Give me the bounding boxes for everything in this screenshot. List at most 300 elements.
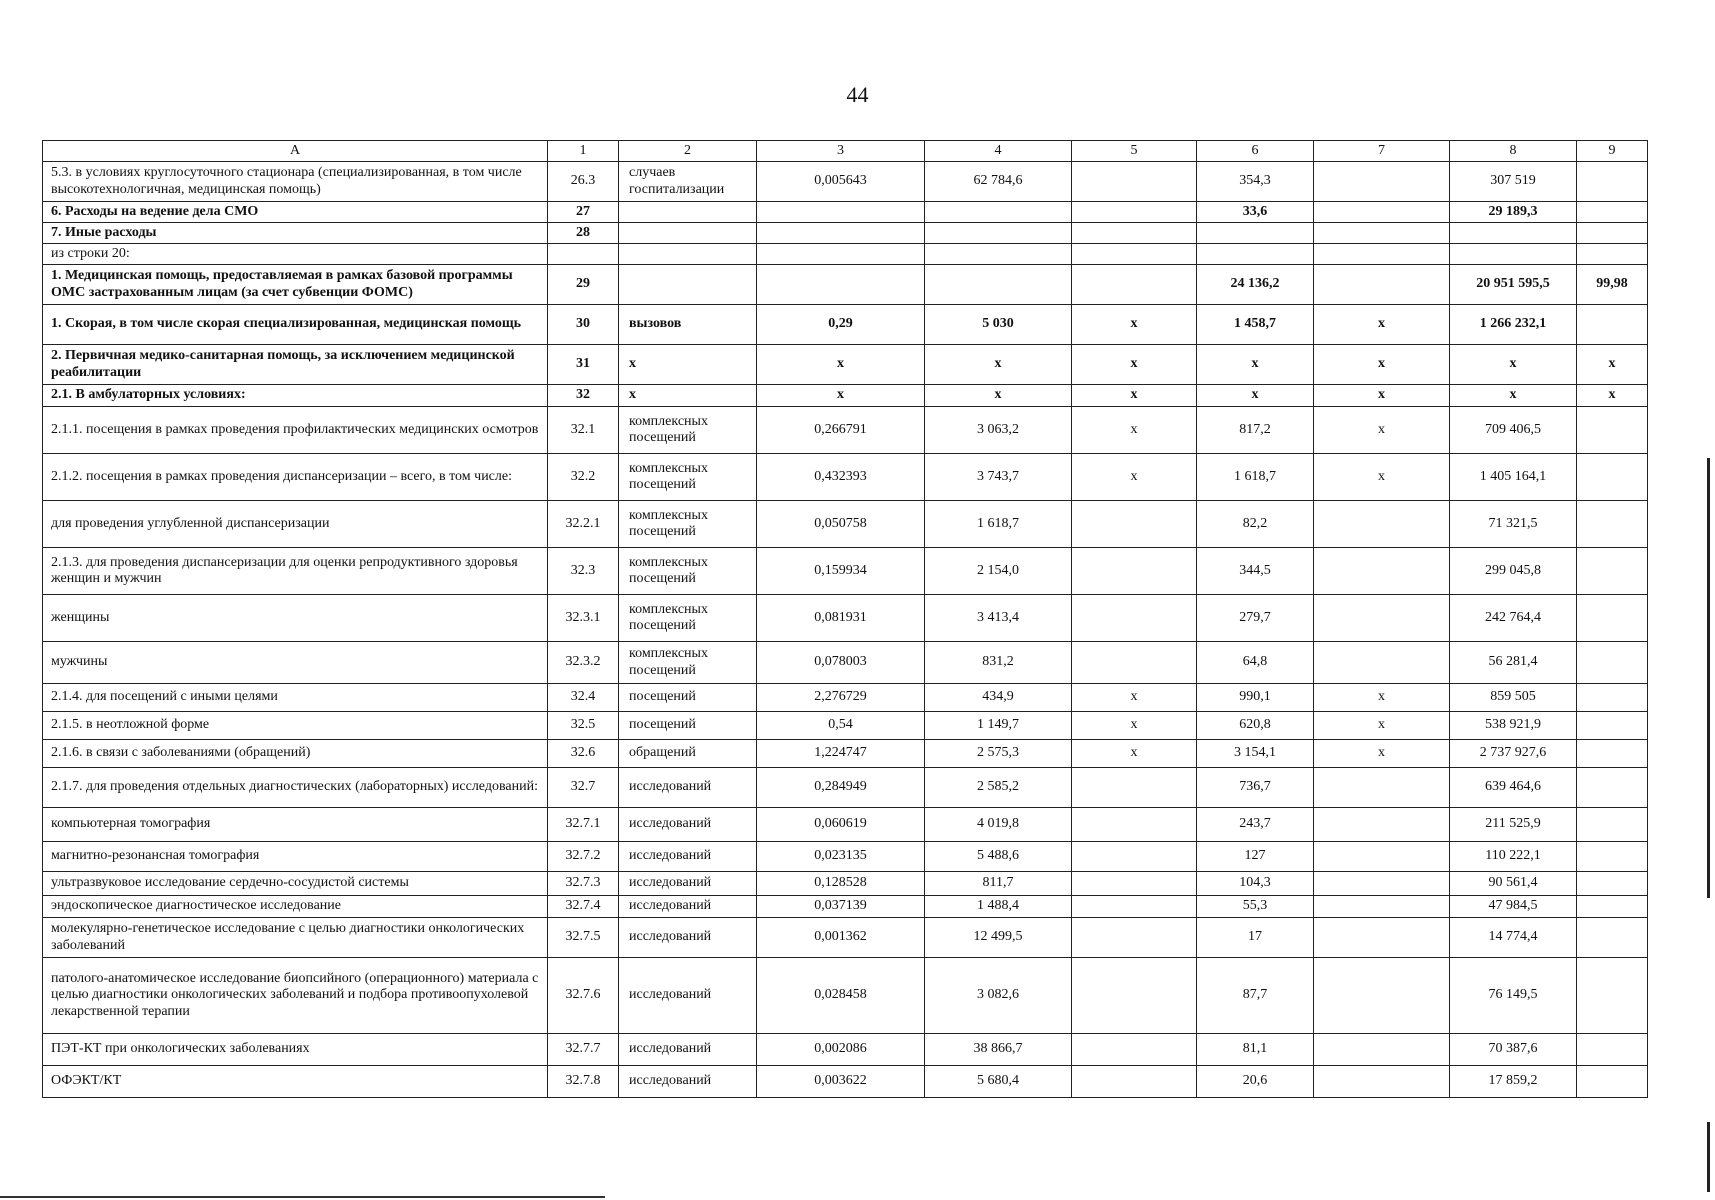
column-header-7: 7 [1314, 141, 1450, 162]
table-cell: х [1577, 385, 1648, 407]
column-header-8: 8 [1450, 141, 1577, 162]
table-cell: 3 154,1 [1197, 740, 1314, 768]
table-cell: ультразвуковое исследование сердечно-сосудистой системы [43, 872, 548, 896]
table-cell: х [1577, 345, 1648, 385]
table-cell: 1 618,7 [925, 501, 1072, 548]
table-cell [1577, 842, 1648, 872]
table-cell [1314, 872, 1450, 896]
table-row [43, 407, 1648, 454]
table-cell: 1 618,7 [1197, 454, 1314, 501]
table-cell: х [1072, 305, 1197, 345]
table-cell: 55,3 [1197, 896, 1314, 918]
table-cell [1577, 454, 1648, 501]
table-cell: 29 189,3 [1450, 202, 1577, 223]
table-cell [925, 265, 1072, 305]
table-cell: 70 387,6 [1450, 1034, 1577, 1066]
table-cell: 1 488,4 [925, 896, 1072, 918]
table-cell: 4 019,8 [925, 808, 1072, 842]
table-cell: 32.7 [548, 768, 619, 808]
table-cell: ОФЭКТ/КТ [43, 1066, 548, 1098]
table-cell [757, 202, 925, 223]
table-cell [1072, 768, 1197, 808]
table-cell: 0,001362 [757, 918, 925, 958]
table-cell: 1 266 232,1 [1450, 305, 1577, 345]
table-cell: 7. Иные расходы [43, 223, 548, 244]
table-cell: 1. Медицинская помощь, предоставляемая в рамках базовой программы ОМС застрахованным лицам (за счет субвенции ФОМС) [43, 265, 548, 305]
table-cell: 81,1 [1197, 1034, 1314, 1066]
table-cell: 0,266791 [757, 407, 925, 454]
column-header-3: 3 [757, 141, 925, 162]
table-cell [1577, 407, 1648, 454]
table-cell: х [1314, 454, 1450, 501]
table-cell: 299 045,8 [1450, 548, 1577, 595]
table-cell: 3 743,7 [925, 454, 1072, 501]
table-row [43, 642, 1648, 684]
table-row [43, 842, 1648, 872]
table-cell [1314, 501, 1450, 548]
table-cell: 0,432393 [757, 454, 925, 501]
table-cell: 110 222,1 [1450, 842, 1577, 872]
table-cell [757, 244, 925, 265]
table-cell: исследований [619, 872, 757, 896]
table-cell [1577, 162, 1648, 202]
table-cell: 17 859,2 [1450, 1066, 1577, 1098]
table-cell: комплексных посещений [619, 407, 757, 454]
table-cell [1314, 265, 1450, 305]
table-cell: исследований [619, 842, 757, 872]
table-cell [1577, 1066, 1648, 1098]
table-cell: 32.6 [548, 740, 619, 768]
table-cell: 82,2 [1197, 501, 1314, 548]
table-cell: 31 [548, 345, 619, 385]
table-cell: 5 488,6 [925, 842, 1072, 872]
table-cell: х [1072, 684, 1197, 712]
table-cell: 32.4 [548, 684, 619, 712]
table-cell: х [757, 385, 925, 407]
table-cell: 56 281,4 [1450, 642, 1577, 684]
table-cell: 32.7.4 [548, 896, 619, 918]
table-cell: х [1197, 345, 1314, 385]
table-cell: 87,7 [1197, 958, 1314, 1034]
table-cell: 344,5 [1197, 548, 1314, 595]
table-cell: 32.7.8 [548, 1066, 619, 1098]
table-row [43, 684, 1648, 712]
table-cell: 0,003622 [757, 1066, 925, 1098]
table-cell: 0,028458 [757, 958, 925, 1034]
table-cell: исследований [619, 918, 757, 958]
table-cell: 99,98 [1577, 265, 1648, 305]
table-cell: 0,037139 [757, 896, 925, 918]
table-cell: 29 [548, 265, 619, 305]
table-cell: 2.1.4. для посещений с иными целями [43, 684, 548, 712]
table-cell [1314, 162, 1450, 202]
table-cell: 0,29 [757, 305, 925, 345]
table-cell: 354,3 [1197, 162, 1314, 202]
table-cell: 242 764,4 [1450, 595, 1577, 642]
table-cell: 1 405 164,1 [1450, 454, 1577, 501]
table-cell: 0,078003 [757, 642, 925, 684]
table-cell: вызовов [619, 305, 757, 345]
table-row [43, 162, 1648, 202]
table-cell: 2 154,0 [925, 548, 1072, 595]
table-cell: 27 [548, 202, 619, 223]
table-cell: 0,050758 [757, 501, 925, 548]
table-row [43, 1066, 1648, 1098]
footer-rule [0, 1196, 605, 1198]
table-cell: 1 149,7 [925, 712, 1072, 740]
table-cell: 2.1.6. в связи с заболеваниями (обращений) [43, 740, 548, 768]
table-cell: 20 951 595,5 [1450, 265, 1577, 305]
table-cell: исследований [619, 1034, 757, 1066]
table-cell: обращений [619, 740, 757, 768]
table-cell: патолого-анатомическое исследование биопсийного (операционного) материала с целью диагностики онкологических заболеваний и подбора противоопухолевой лекарственной терапии [43, 958, 548, 1034]
table-cell: 2.1.2. посещения в рамках проведения диспансеризации – всего, в том числе: [43, 454, 548, 501]
table-cell [1072, 872, 1197, 896]
table-cell: 2.1.3. для проведения диспансеризации для оценки репродуктивного здоровья женщин и мужчин [43, 548, 548, 595]
table-cell: из строки 20: [43, 244, 548, 265]
table-cell: 12 499,5 [925, 918, 1072, 958]
table-row [43, 548, 1648, 595]
table-cell: посещений [619, 684, 757, 712]
table-cell [1577, 223, 1648, 244]
table-cell: 0,54 [757, 712, 925, 740]
table-cell: посещений [619, 712, 757, 740]
table-cell: 104,3 [1197, 872, 1314, 896]
table-cell: х [1314, 305, 1450, 345]
table-cell: исследований [619, 958, 757, 1034]
table-cell [1072, 842, 1197, 872]
table-cell [1314, 918, 1450, 958]
table-cell: х [1197, 385, 1314, 407]
table-cell: 639 464,6 [1450, 768, 1577, 808]
table-cell: 47 984,5 [1450, 896, 1577, 918]
table-cell: 32.7.1 [548, 808, 619, 842]
column-header-1: 1 [548, 141, 619, 162]
table-cell [1577, 548, 1648, 595]
table-cell: 279,7 [1197, 595, 1314, 642]
page-number: 44 [846, 82, 869, 107]
table-cell: 32.7.6 [548, 958, 619, 1034]
table-cell [1072, 202, 1197, 223]
table-cell [1577, 1034, 1648, 1066]
table-cell: 6. Расходы на ведение дела СМО [43, 202, 548, 223]
table-cell [1577, 305, 1648, 345]
table-cell: женщины [43, 595, 548, 642]
table-cell: 26.3 [548, 162, 619, 202]
table-cell [1450, 244, 1577, 265]
table-row [43, 595, 1648, 642]
table-cell: 709 406,5 [1450, 407, 1577, 454]
table-cell: 28 [548, 223, 619, 244]
table-cell [925, 244, 1072, 265]
scan-edge-mark [1707, 458, 1710, 898]
table-cell [1314, 842, 1450, 872]
table-cell: 2.1. В амбулаторных условиях: [43, 385, 548, 407]
table-cell: 32.3.1 [548, 595, 619, 642]
table-cell [1314, 896, 1450, 918]
table-cell [1577, 642, 1648, 684]
table-cell: 1,224747 [757, 740, 925, 768]
table-cell [1314, 768, 1450, 808]
table-cell [1072, 595, 1197, 642]
table-cell: 243,7 [1197, 808, 1314, 842]
table-cell: 2 585,2 [925, 768, 1072, 808]
table-cell [757, 223, 925, 244]
table-cell: 0,159934 [757, 548, 925, 595]
table-cell [1072, 896, 1197, 918]
table-row [43, 345, 1648, 385]
table-cell [1314, 958, 1450, 1034]
table-cell [619, 244, 757, 265]
table-cell: х [1314, 712, 1450, 740]
table-cell: комплексных посещений [619, 642, 757, 684]
table-cell [1072, 223, 1197, 244]
table-cell: х [1072, 712, 1197, 740]
table-cell [925, 223, 1072, 244]
table-cell [1577, 244, 1648, 265]
table-cell: 3 413,4 [925, 595, 1072, 642]
table-cell: х [1314, 740, 1450, 768]
table-cell [1314, 1066, 1450, 1098]
table-cell: 90 561,4 [1450, 872, 1577, 896]
table-cell: для проведения углубленной диспансеризации [43, 501, 548, 548]
table-cell [1072, 958, 1197, 1034]
table-cell: 831,2 [925, 642, 1072, 684]
column-header-2: 2 [619, 141, 757, 162]
table-cell: 32.7.7 [548, 1034, 619, 1066]
table-row [43, 896, 1648, 918]
table-row [43, 712, 1648, 740]
data-table [42, 140, 1648, 1098]
table-cell: ПЭТ-КТ при онкологических заболеваниях [43, 1034, 548, 1066]
table-cell [1072, 808, 1197, 842]
table-cell: 817,2 [1197, 407, 1314, 454]
table-cell: 0,005643 [757, 162, 925, 202]
table-row [43, 808, 1648, 842]
table-cell: компьютерная томография [43, 808, 548, 842]
table-cell: 2 575,3 [925, 740, 1072, 768]
table-row [43, 740, 1648, 768]
table-cell: х [1072, 407, 1197, 454]
table-cell [1314, 1034, 1450, 1066]
table-cell [1314, 223, 1450, 244]
table-cell: х [925, 345, 1072, 385]
table-cell [1314, 202, 1450, 223]
table-cell: 32.2 [548, 454, 619, 501]
table-cell: х [619, 385, 757, 407]
table-cell: х [1314, 385, 1450, 407]
table-cell: 33,6 [1197, 202, 1314, 223]
table-cell: комплексных посещений [619, 454, 757, 501]
table-row [43, 265, 1648, 305]
table-cell [757, 265, 925, 305]
table-cell: 32.3 [548, 548, 619, 595]
table-cell: х [1450, 385, 1577, 407]
table-row [43, 454, 1648, 501]
table-cell: 3 063,2 [925, 407, 1072, 454]
table-cell: 1 458,7 [1197, 305, 1314, 345]
table-cell: мужчины [43, 642, 548, 684]
table-cell: 14 774,4 [1450, 918, 1577, 958]
table-cell [1577, 896, 1648, 918]
table-cell [548, 244, 619, 265]
table-cell [1197, 244, 1314, 265]
table-cell: 211 525,9 [1450, 808, 1577, 842]
table-cell: 32.3.2 [548, 642, 619, 684]
table-cell: 76 149,5 [1450, 958, 1577, 1034]
table-cell [1072, 244, 1197, 265]
table-cell: 127 [1197, 842, 1314, 872]
table-cell: 3 082,6 [925, 958, 1072, 1034]
table-row [43, 958, 1648, 1034]
table-cell: 5 680,4 [925, 1066, 1072, 1098]
table-cell: 2. Первичная медико-санитарная помощь, за исключением медицинской реабилитации [43, 345, 548, 385]
table-cell [1314, 642, 1450, 684]
table-cell: 811,7 [925, 872, 1072, 896]
table-cell: 20,6 [1197, 1066, 1314, 1098]
table-cell [1072, 265, 1197, 305]
table-cell: 0,023135 [757, 842, 925, 872]
table-cell: комплексных посещений [619, 548, 757, 595]
table-cell [1577, 872, 1648, 896]
table-row [43, 768, 1648, 808]
table-cell: 32.2.1 [548, 501, 619, 548]
table-row [43, 244, 1648, 265]
table-cell [1072, 548, 1197, 595]
table-cell: 32.7.5 [548, 918, 619, 958]
table-cell [619, 202, 757, 223]
table-cell [1197, 223, 1314, 244]
table-cell: 0,002086 [757, 1034, 925, 1066]
table-cell [1577, 808, 1648, 842]
table-cell [1072, 1066, 1197, 1098]
table-cell: х [1072, 345, 1197, 385]
table-cell [1577, 918, 1648, 958]
table-cell [1577, 684, 1648, 712]
table-row [43, 501, 1648, 548]
table-cell: х [1314, 684, 1450, 712]
table-cell: х [619, 345, 757, 385]
table-cell [619, 223, 757, 244]
column-header-6: 6 [1197, 141, 1314, 162]
table-cell [1577, 740, 1648, 768]
table-cell: 307 519 [1450, 162, 1577, 202]
table-cell: х [1314, 345, 1450, 385]
table-cell: исследований [619, 896, 757, 918]
table-cell [1577, 202, 1648, 223]
table-cell [1314, 548, 1450, 595]
table-body [43, 162, 1648, 1098]
table-cell: 434,9 [925, 684, 1072, 712]
table-cell: 64,8 [1197, 642, 1314, 684]
table-cell [1072, 1034, 1197, 1066]
table-cell: 2.1.1. посещения в рамках проведения профилактических медицинских осмотров [43, 407, 548, 454]
table-row [43, 385, 1648, 407]
table-row [43, 223, 1648, 244]
table-cell [1577, 958, 1648, 1034]
table-cell: 0,060619 [757, 808, 925, 842]
table-cell [1072, 162, 1197, 202]
table-cell [1450, 223, 1577, 244]
table-cell: 736,7 [1197, 768, 1314, 808]
table-cell: 2.1.5. в неотложной форме [43, 712, 548, 740]
table-cell: 0,128528 [757, 872, 925, 896]
table-cell: 0,081931 [757, 595, 925, 642]
table-cell: х [1072, 385, 1197, 407]
table-cell: исследований [619, 808, 757, 842]
table-cell: 32.7.2 [548, 842, 619, 872]
table-cell: х [757, 345, 925, 385]
table-cell: комплексных посещений [619, 595, 757, 642]
table-cell [1314, 244, 1450, 265]
table-cell: 17 [1197, 918, 1314, 958]
table-cell: х [1314, 407, 1450, 454]
table-cell: 32.7.3 [548, 872, 619, 896]
table-cell: 62 784,6 [925, 162, 1072, 202]
table-cell: 2.1.7. для проведения отдельных диагностических (лабораторных) исследований: [43, 768, 548, 808]
table-cell: 32.5 [548, 712, 619, 740]
table-cell: 5 030 [925, 305, 1072, 345]
table-cell [925, 202, 1072, 223]
table-cell [1072, 501, 1197, 548]
table-row [43, 1034, 1648, 1066]
table-cell [1577, 768, 1648, 808]
column-header-9: 9 [1577, 141, 1648, 162]
column-header-0: А [43, 141, 548, 162]
table-cell [1314, 595, 1450, 642]
table-cell: 2,276729 [757, 684, 925, 712]
table-cell [1577, 501, 1648, 548]
table-cell: 620,8 [1197, 712, 1314, 740]
table-cell: комплексных посещений [619, 501, 757, 548]
table-row [43, 305, 1648, 345]
table-cell [1577, 595, 1648, 642]
table-cell: магнитно-резонансная томография [43, 842, 548, 872]
table-cell [1314, 808, 1450, 842]
table-cell: молекулярно-генетическое исследование с целью диагностики онкологических заболеваний [43, 918, 548, 958]
table-cell: 24 136,2 [1197, 265, 1314, 305]
table-cell: 38 866,7 [925, 1034, 1072, 1066]
table-cell: 0,284949 [757, 768, 925, 808]
table-row [43, 918, 1648, 958]
table-cell: 5.3. в условиях круглосуточного стационара (специализированная, в том числе высокотехнологичная, медицинская помощь) [43, 162, 548, 202]
scan-edge-mark-lower [1707, 1122, 1710, 1192]
table-cell: исследований [619, 768, 757, 808]
table-cell: исследований [619, 1066, 757, 1098]
table-cell: 990,1 [1197, 684, 1314, 712]
column-header-4: 4 [925, 141, 1072, 162]
column-header-5: 5 [1072, 141, 1197, 162]
table-cell: х [1072, 454, 1197, 501]
table-cell: случаев госпитализации [619, 162, 757, 202]
table-cell: х [925, 385, 1072, 407]
header-row [43, 141, 1648, 162]
table-cell: 538 921,9 [1450, 712, 1577, 740]
table-row [43, 872, 1648, 896]
table-row [43, 202, 1648, 223]
table-cell: х [1450, 345, 1577, 385]
table-cell: 859 505 [1450, 684, 1577, 712]
table-cell: х [1072, 740, 1197, 768]
table-cell: 30 [548, 305, 619, 345]
table-cell: 2 737 927,6 [1450, 740, 1577, 768]
table-cell: эндоскопическое диагностическое исследование [43, 896, 548, 918]
table-cell [1577, 712, 1648, 740]
table-cell [1072, 918, 1197, 958]
table-cell: 1. Скорая, в том числе скорая специализированная, медицинская помощь [43, 305, 548, 345]
table-cell [619, 265, 757, 305]
table-cell: 32 [548, 385, 619, 407]
